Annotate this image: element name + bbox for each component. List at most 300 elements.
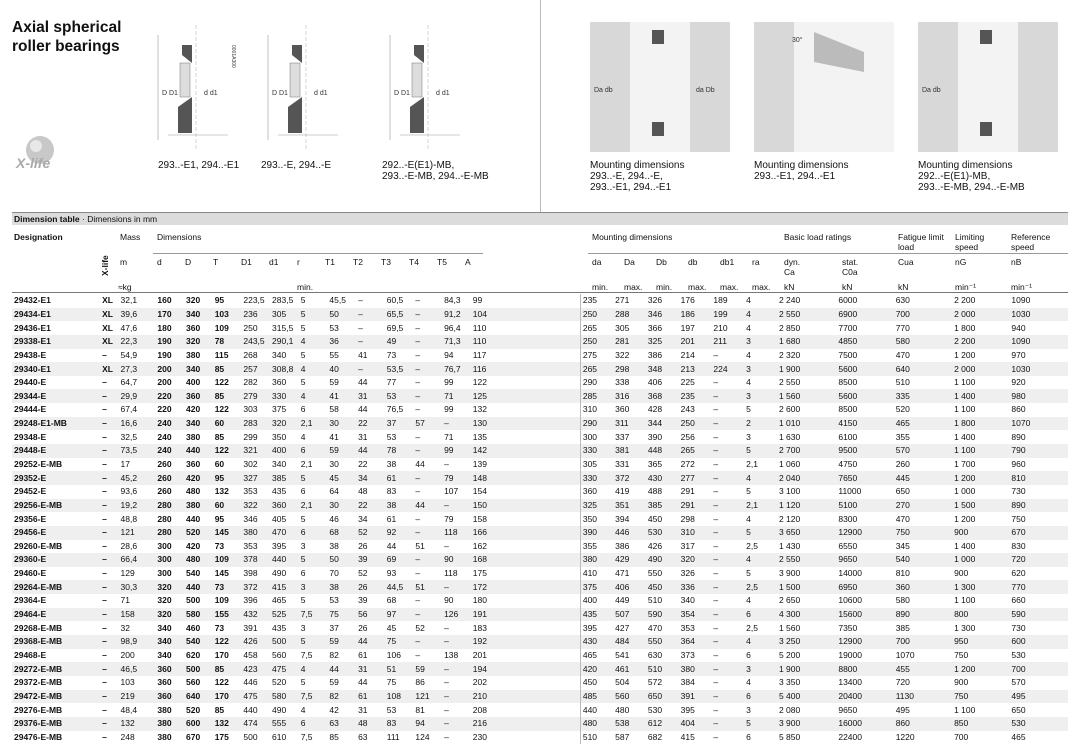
table-cell: 400	[270, 444, 299, 458]
table-cell: –	[413, 512, 442, 526]
table-cell: 142	[471, 444, 581, 458]
table-cell: 1130	[894, 690, 952, 704]
table-cell: 530	[1009, 649, 1068, 663]
header-col-T4: T4	[409, 257, 419, 267]
table-cell: –	[100, 444, 118, 458]
table-cell: 337	[613, 430, 646, 444]
caption-line: Mounting dimensions	[590, 160, 685, 171]
table-cell: 612	[646, 717, 679, 731]
header-basic: Basic load ratings	[784, 232, 852, 242]
caption-line: Mounting dimensions	[754, 160, 849, 171]
table-cell: 110	[471, 335, 581, 349]
table-cell: 310	[679, 526, 712, 540]
table-cell: 350	[270, 430, 299, 444]
table-cell: 700	[894, 308, 952, 322]
table-cell: 95	[213, 512, 242, 526]
table-cell: XL	[100, 321, 118, 335]
table-cell: 360	[155, 690, 184, 704]
header-col-Db: Db	[656, 257, 667, 267]
table-cell: 320	[679, 553, 712, 567]
table-cell: –	[100, 389, 118, 403]
table-cell: 158	[119, 608, 156, 622]
table-cell: 61	[356, 690, 385, 704]
caption-line: 292..-E(E1)-MB,	[918, 171, 991, 182]
table-cell: 103	[119, 676, 156, 690]
table-cell: 12900	[836, 635, 893, 649]
table-cell: 455	[894, 662, 952, 676]
table-cell: 471	[613, 567, 646, 581]
table-cell: 57	[413, 417, 442, 431]
table-cell: 104	[471, 308, 581, 322]
table-row	[12, 553, 1068, 567]
table-cell: 3	[299, 580, 328, 594]
table-cell: 320	[184, 335, 213, 349]
table-cell: 3 900	[777, 567, 836, 581]
table-cell: 37	[327, 621, 356, 635]
table-cell: 299	[241, 430, 270, 444]
table-cell: 160	[155, 294, 184, 308]
table-cell: 73,5	[119, 444, 156, 458]
table-cell: 396	[241, 594, 270, 608]
header-cua: Cua	[898, 257, 914, 267]
header-c0a: C0a	[842, 267, 858, 277]
table-cell: 394	[613, 512, 646, 526]
table-cell: 92	[385, 526, 414, 540]
table-cell: 29452-E	[12, 485, 100, 499]
table-cell: 265	[679, 444, 712, 458]
table-cell: –	[711, 635, 744, 649]
table-row	[12, 471, 1068, 485]
table-cell: 541	[613, 649, 646, 663]
table-cell: 41	[327, 389, 356, 403]
table-cell: 1 560	[777, 621, 836, 635]
caption-line: 293..-E1, 294..-E1	[590, 182, 672, 193]
table-cell: 475	[241, 690, 270, 704]
table-cell: 150	[471, 499, 581, 513]
table-cell: 2	[744, 417, 777, 431]
header-col-D: D	[185, 257, 192, 267]
table-cell: 378	[241, 553, 270, 567]
table-cell: 256	[679, 430, 712, 444]
table-cell: 340	[155, 649, 184, 663]
table-cell: 520	[270, 676, 299, 690]
mounting-figure-1	[590, 22, 730, 152]
svg-text:X-life: X-life	[16, 155, 51, 171]
header-fatigue: Fatigue limit load	[898, 232, 944, 252]
table-cell: –	[100, 430, 118, 444]
table-cell: 122	[213, 635, 242, 649]
table-cell: 66,4	[119, 553, 156, 567]
table-cell: –	[356, 308, 385, 322]
table-cell: 29272-E-MB	[12, 662, 100, 676]
table-cell: 530	[646, 526, 679, 540]
table-cell: 83	[385, 485, 414, 499]
table-cell: 29464-E	[12, 608, 100, 622]
svg-text:D D1: D D1	[394, 90, 410, 97]
table-cell: 420	[184, 540, 213, 554]
table-cell: 29364-E	[12, 594, 100, 608]
table-cell: 5	[744, 444, 777, 458]
table-cell: 29268-E-MB	[12, 621, 100, 635]
table-cell: 126	[442, 608, 471, 622]
table-cell: 154	[471, 485, 581, 499]
table-cell: 650	[646, 690, 679, 704]
table-cell: 71,3	[442, 335, 471, 349]
table-cell: –	[442, 717, 471, 731]
table-cell: 93,6	[119, 485, 156, 499]
table-cell: 29472-E-MB	[12, 690, 100, 704]
header-col-Da: Da	[624, 257, 635, 267]
table-cell: 305	[613, 321, 646, 335]
table-cell: 440	[184, 512, 213, 526]
page-title	[12, 18, 142, 56]
table-cell: 19,2	[119, 499, 156, 513]
table-cell: 13400	[836, 676, 893, 690]
table-cell: 326	[679, 567, 712, 581]
table-cell: 360	[580, 485, 613, 499]
table-cell: 53	[385, 703, 414, 717]
table-cell: –	[100, 676, 118, 690]
table-cell: –	[711, 676, 744, 690]
table-cell: 68	[385, 594, 414, 608]
table-cell: 29368-E-MB	[12, 635, 100, 649]
table-row	[12, 662, 1068, 676]
svg-text:Da db: Da db	[922, 87, 941, 94]
table-cell: 320	[155, 580, 184, 594]
table-cell: 291	[679, 485, 712, 499]
header-designation: Designation	[14, 232, 63, 242]
table-row	[12, 731, 1068, 745]
table-cell: –	[413, 389, 442, 403]
table-cell: 461	[613, 662, 646, 676]
table-cell: 2 200	[952, 294, 1009, 308]
table-cell: 162	[471, 540, 581, 554]
table-cell: –	[442, 458, 471, 472]
table-cell: –	[356, 294, 385, 308]
header-rule	[588, 253, 1068, 254]
table-cell: 240	[155, 417, 184, 431]
header-limiting: Limiting speed	[955, 232, 985, 252]
table-cell: 1 000	[952, 553, 1009, 567]
table-cell: 5600	[836, 362, 893, 376]
table-row	[12, 649, 1068, 663]
table-cell: 41	[327, 430, 356, 444]
table-cell: 98,9	[119, 635, 156, 649]
table-cell: 99	[442, 444, 471, 458]
table-cell: 250	[580, 335, 613, 349]
table-cell: 404	[679, 717, 712, 731]
table-cell: 1 630	[777, 430, 836, 444]
table-cell: 1 800	[952, 417, 1009, 431]
header-m-row-0: min.	[592, 282, 609, 292]
table-cell: 360	[270, 376, 299, 390]
table-cell: 281	[613, 335, 646, 349]
table-cell: 68	[327, 526, 356, 540]
table-cell: 1 400	[952, 389, 1009, 403]
table-cell: 3	[744, 335, 777, 349]
table-cell: 5	[299, 308, 328, 322]
table-cell: 172	[471, 580, 581, 594]
table-cell: 170	[213, 649, 242, 663]
table-cell: 202	[471, 676, 581, 690]
table-cell: 322	[613, 349, 646, 363]
table-cell: 550	[646, 567, 679, 581]
mounting-figure-2	[754, 22, 894, 152]
table-cell: 315,5	[270, 321, 299, 335]
header-m-row-4: max.	[720, 282, 739, 292]
table-cell: 29444-E	[12, 403, 100, 417]
table-cell: –	[413, 594, 442, 608]
table-cell: 1090	[1009, 335, 1068, 349]
table-cell: 1070	[1009, 417, 1068, 431]
table-cell: 1 000	[952, 485, 1009, 499]
table-cell: 770	[1009, 580, 1068, 594]
table-cell: 446	[241, 676, 270, 690]
table-cell: 4850	[836, 335, 893, 349]
table-cell: 2,1	[744, 458, 777, 472]
table-cell: 30	[327, 499, 356, 513]
table-cell: 6	[299, 717, 328, 731]
table-cell: 353	[241, 540, 270, 554]
table-cell: 538	[613, 717, 646, 731]
table-cell: 108	[385, 690, 414, 704]
table-cell: 540	[184, 567, 213, 581]
table-cell: 440	[184, 444, 213, 458]
table-cell: 71	[442, 430, 471, 444]
table-cell: 560	[184, 676, 213, 690]
table-cell: 610	[270, 731, 299, 745]
table-cell: 500	[270, 635, 299, 649]
table-cell: –	[711, 471, 744, 485]
table-cell: 2 040	[777, 471, 836, 485]
table-cell: XL	[100, 335, 118, 349]
table-cell: 7500	[836, 349, 893, 363]
table-cell: 51	[385, 662, 414, 676]
table-subtitle: · Dimensions in mm	[82, 214, 158, 224]
table-cell: 380	[184, 349, 213, 363]
table-cell: –	[711, 458, 744, 472]
table-row	[12, 690, 1068, 704]
bearing-figure-e1	[148, 15, 244, 155]
caption-1	[158, 160, 239, 171]
table-cell: –	[100, 376, 118, 390]
table-cell: 331	[613, 458, 646, 472]
table-cell: 70	[327, 567, 356, 581]
table-cell: 1 100	[952, 403, 1009, 417]
table-cell: 46,5	[119, 662, 156, 676]
table-cell: 354	[679, 608, 712, 622]
svg-text:D D1: D D1	[162, 90, 178, 97]
table-row	[12, 621, 1068, 635]
table-cell: 29352-E	[12, 471, 100, 485]
table-cell: 211	[711, 335, 744, 349]
table-cell: 95	[213, 471, 242, 485]
table-cell: 190	[155, 349, 184, 363]
table-cell: 59	[413, 662, 442, 676]
table-cell: 210	[711, 321, 744, 335]
table-cell: 107	[442, 485, 471, 499]
table-cell: 170	[213, 690, 242, 704]
table-cell: 47,6	[119, 321, 156, 335]
table-cell: 15600	[836, 608, 893, 622]
table-cell: 340	[270, 349, 299, 363]
table-cell: 3 900	[777, 717, 836, 731]
table-cell: 109	[213, 321, 242, 335]
table-cell: 2 600	[777, 403, 836, 417]
table-cell: 490	[646, 553, 679, 567]
table-cell: 470	[894, 349, 952, 363]
svg-text:Da db: Da db	[594, 87, 613, 94]
table-cell: 59	[327, 635, 356, 649]
table-row	[12, 403, 1068, 417]
table-cell: 5	[299, 594, 328, 608]
table-cell: 210	[471, 690, 581, 704]
table-cell: 317	[679, 540, 712, 554]
table-cell: 325	[580, 499, 613, 513]
table-cell: 29438-E	[12, 349, 100, 363]
table-row	[12, 321, 1068, 335]
header-rule	[153, 253, 483, 254]
table-cell: 450	[646, 512, 679, 526]
table-cell: 60	[213, 417, 242, 431]
table-cell: 76,5	[385, 403, 414, 417]
table-cell: 5100	[836, 499, 893, 513]
table-cell: 320	[155, 594, 184, 608]
table-row	[12, 717, 1068, 731]
table-cell: –	[413, 294, 442, 308]
table-cell: 720	[894, 676, 952, 690]
table-cell: 970	[1009, 349, 1068, 363]
table-cell: 830	[1009, 540, 1068, 554]
table-cell: 265	[580, 362, 613, 376]
table-cell: 420	[184, 403, 213, 417]
caption-line: 292..-E(E1)-MB,	[382, 160, 455, 171]
svg-text:0001A300: 0001A300	[230, 45, 236, 68]
table-cell: 77	[385, 376, 414, 390]
table-cell: –	[711, 540, 744, 554]
table-cell: 236	[241, 308, 270, 322]
table-cell: XL	[100, 308, 118, 322]
table-cell: –	[711, 444, 744, 458]
table-cell: 488	[646, 485, 679, 499]
table-cell: 122	[471, 376, 581, 390]
table-cell: 53	[327, 321, 356, 335]
table-cell: 385	[894, 621, 952, 635]
table-cell: 391	[241, 621, 270, 635]
table-cell: 340	[184, 308, 213, 322]
table-cell: 200	[155, 376, 184, 390]
table-cell: XL	[100, 294, 118, 308]
table-cell: –	[413, 335, 442, 349]
table-cell: 61	[385, 512, 414, 526]
table-cell: 290	[580, 376, 613, 390]
caption-line: 293..-E1, 294..-E1	[754, 171, 836, 182]
table-cell: 122	[213, 676, 242, 690]
header-ng: nG	[955, 257, 967, 267]
table-cell: 432	[241, 608, 270, 622]
table-cell: 5	[299, 471, 328, 485]
table-cell: 890	[1009, 499, 1068, 513]
table-cell: 520	[184, 526, 213, 540]
table-cell: –	[413, 308, 442, 322]
table-cell: 406	[646, 376, 679, 390]
table-cell: 510	[646, 594, 679, 608]
table-cell: 520	[894, 403, 952, 417]
table-cell: 59	[327, 376, 356, 390]
table-cell: 116	[471, 362, 581, 376]
table-row	[12, 676, 1068, 690]
table-cell: 48	[356, 717, 385, 731]
table-cell: 175	[213, 731, 242, 745]
table-cell: 360	[270, 499, 299, 513]
table-cell: 26	[356, 580, 385, 594]
table-cell: 440	[241, 703, 270, 717]
table-cell: 158	[471, 512, 581, 526]
table-cell: –	[100, 621, 118, 635]
header-col-T3: T3	[381, 257, 391, 267]
header-col-db: db	[688, 257, 698, 267]
table-cell: 272	[679, 458, 712, 472]
table-cell: 9650	[836, 553, 893, 567]
table-cell: 54,9	[119, 349, 156, 363]
table-cell: 7,5	[299, 649, 328, 663]
table-cell: 560	[270, 649, 299, 663]
table-cell: 121	[119, 526, 156, 540]
table-cell: –	[711, 430, 744, 444]
table-cell: 44	[356, 376, 385, 390]
caption-2	[261, 160, 331, 171]
table-cell: 500	[184, 662, 213, 676]
table-cell: 122	[213, 403, 242, 417]
table-cell: 5600	[836, 389, 893, 403]
bearing-figure-mb	[380, 15, 476, 155]
table-cell: 310	[580, 403, 613, 417]
bearing-figure-e	[258, 15, 354, 155]
table-cell: 700	[1009, 662, 1068, 676]
table-row	[12, 294, 1068, 308]
table-cell: 430	[646, 471, 679, 485]
caption-line: 293..-E-MB, 294..-E-MB	[382, 171, 489, 182]
table-cell: 340	[155, 621, 184, 635]
table-cell: 51	[413, 580, 442, 594]
table-cell: 260	[894, 458, 952, 472]
table-cell: 890	[1009, 430, 1068, 444]
table-cell: 540	[184, 635, 213, 649]
table-cell: –	[711, 417, 744, 431]
table-row	[12, 594, 1068, 608]
table-cell: 16,6	[119, 417, 156, 431]
table-cell: 29448-E	[12, 444, 100, 458]
table-cell: 7,5	[299, 690, 328, 704]
table-cell: 406	[613, 580, 646, 594]
table-cell: –	[356, 362, 385, 376]
header-kn3: kN	[898, 282, 909, 292]
table-cell: –	[442, 635, 471, 649]
table-cell: 5 200	[777, 649, 836, 663]
table-cell: 360	[894, 580, 952, 594]
table-cell: 79	[442, 471, 471, 485]
table-cell: 223,5	[241, 294, 270, 308]
table-cell: 3	[299, 621, 328, 635]
svg-text:d d1: d d1	[314, 90, 328, 97]
table-cell: 4 300	[777, 608, 836, 622]
table-cell: 32,5	[119, 430, 156, 444]
table-cell: 940	[1009, 321, 1068, 335]
table-cell: 900	[952, 567, 1009, 581]
table-cell: –	[356, 321, 385, 335]
table-cell: 122	[213, 444, 242, 458]
table-cell: 465	[270, 594, 299, 608]
